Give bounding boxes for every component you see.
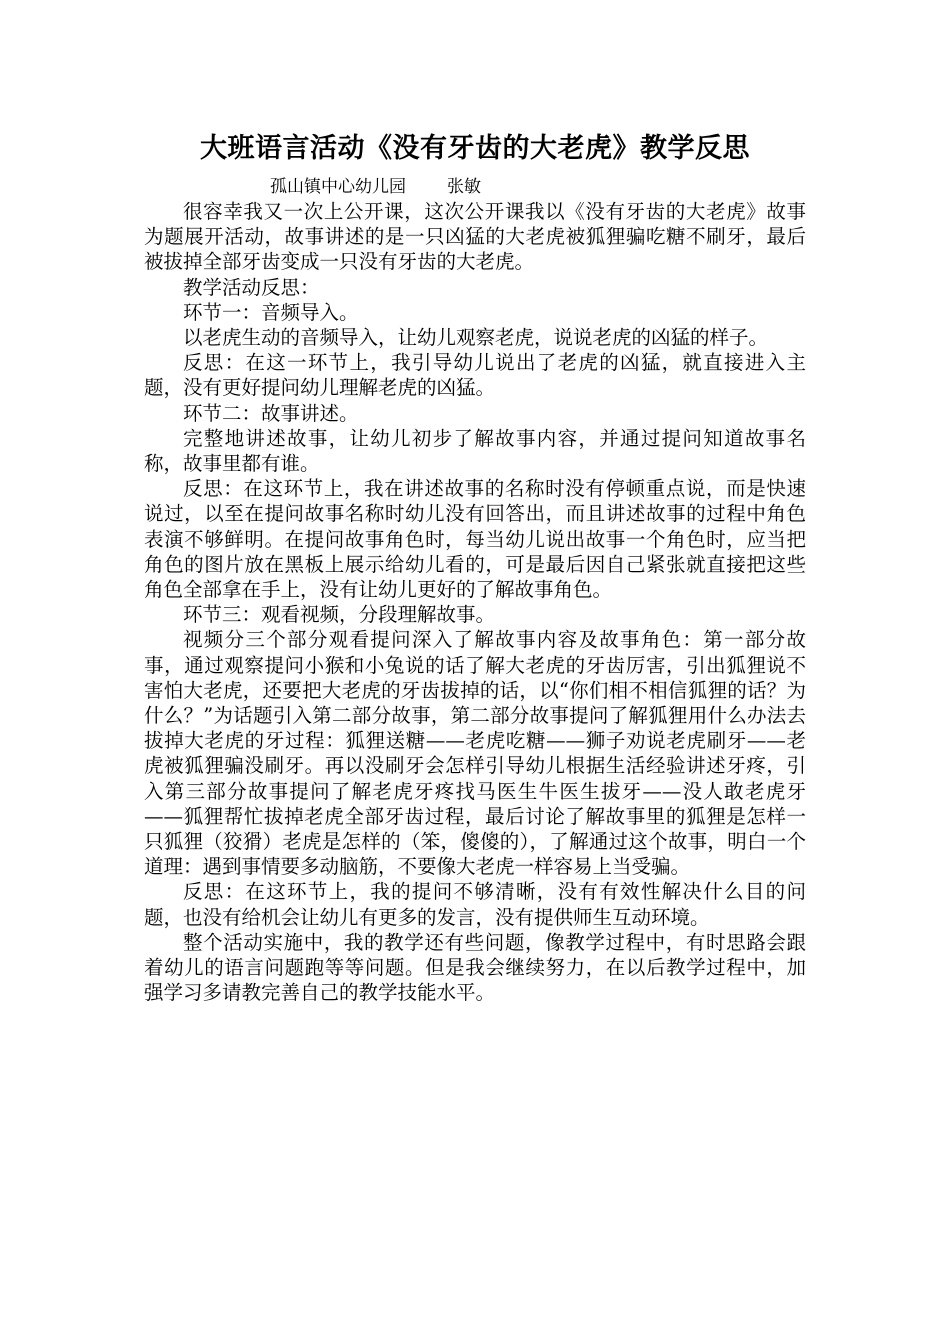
paragraph-intro: 很容幸我又一次上公开课，这次公开课我以《没有牙齿的大老虎》故事为题展开活动，故事讲述的是一只凶猛的大老虎被狐狸骗吃糖不刷牙，最后被拔掉全部牙齿变成一只没有牙齿的大老虎。 <box>144 200 806 274</box>
paragraph-step-three-reflection: 反思：在这环节上，我的提问不够清晰，没有有效性解决什么目的问题，也没有给机会让幼儿有更多的发言，没有提供师生互动环境。 <box>144 880 806 929</box>
document-title: 大班语言活动《没有牙齿的大老虎》教学反思 <box>200 133 750 164</box>
paragraph-step-one-content: 以老虎生动的音频导入，让幼儿观察老虎，说说老虎的凶猛的样子。 <box>183 326 769 350</box>
paragraph-step-one-heading: 环节一：音频导入。 <box>183 300 359 324</box>
paragraph-step-two-heading: 环节二：故事讲述。 <box>183 401 359 425</box>
paragraph-conclusion: 整个活动实施中，我的教学还有些问题，像教学过程中，有时思路会跟着幼儿的语言问题跑等等问题。但是我会继续努力，在以后教学过程中，加强学习多请教完善自己的教学技能水平。 <box>144 930 806 1005</box>
paragraph-step-two-content: 完整地讲述故事，让幼儿初步了解故事内容，并通过提问知道故事名称，故事里都有谁。 <box>144 426 806 476</box>
paragraph-step-three-content: 视频分三个部分观看提问深入了解故事内容及故事角色：第一部分故事，通过观察提问小猴和小兔说的话了解大老虎的牙齿厉害，引出狐狸说不害怕大老虎，还要把大老虎的牙齿拔掉的话，以“你们相不相信狐狸的话？为什么？”为话题引入第二部分故事，第二部分故事提问了解狐狸用什么办法去拔掉大老虎的牙过程：狐狸送糖——老虎吃糖——狮子劝说老虎刷牙——老虎被狐狸骗没刷牙。再以没刷牙会怎样引导幼儿根据生活经验讲述牙疼，引入第三部分故事提问了解老虎牙疼找马医生牛医生拔牙——没人敢老虎牙——狐狸帮忙拔掉老虎全部牙齿过程，最后讨论了解故事里的狐狸是怎样一只狐狸（狡猾）老虎是怎样的（笨，傻傻的），了解通过这个故事，明白一个道理：遇到事情要多动脑筋，不要像大老虎一样容易上当受骗。 <box>144 628 806 879</box>
paragraph-step-three-heading: 环节三：观看视频，分段理解故事。 <box>183 603 496 627</box>
paragraph-step-two-reflection: 反思：在这环节上，我在讲述故事的名称时没有停顿重点说，而是快速说过，以至在提问故事名称时幼儿没有回答出，而且讲述故事的过程中角色表演不够鲜明。在提问故事角色时，每当幼儿说出故事一个角色时，应当把角色的图片放在黑板上展示给幼儿看的，可是最后因自己紧张就直接把这些角色全部拿在手上，没有让幼儿更好的了解故事角色。 <box>144 477 806 602</box>
author-byline: 孤山镇中心幼儿园 张敏 <box>270 177 481 197</box>
document-body <box>144 199 806 1006</box>
paragraph-step-one-reflection: 反思：在这一环节上，我引导幼儿说出了老虎的凶猛，就直接进入主题，没有更好提问幼儿理解老虎的凶猛。 <box>144 351 806 400</box>
paragraph-reflection-heading: 教学活动反思： <box>183 275 320 299</box>
